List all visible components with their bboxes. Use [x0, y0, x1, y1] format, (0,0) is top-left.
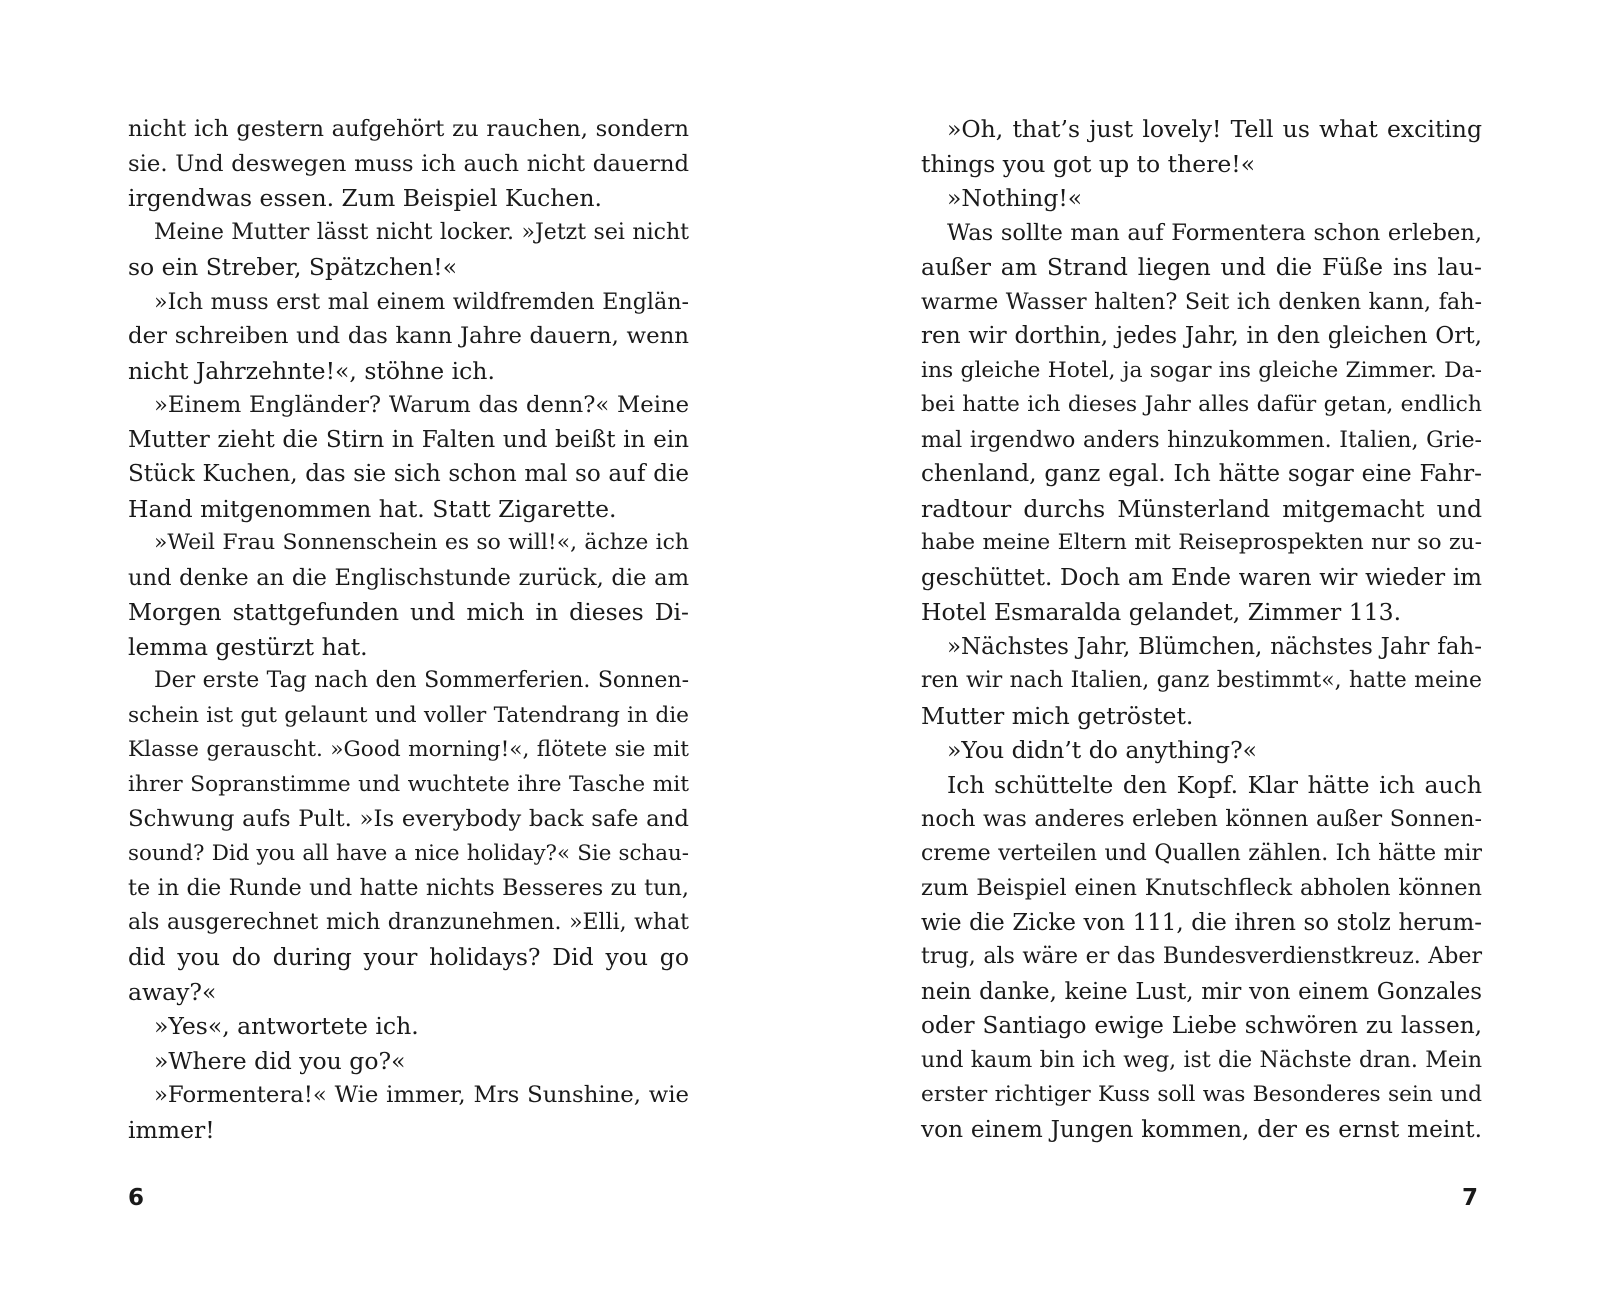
text-line: Klasse gerauscht. »Good morning!«, flötete sie mit: [128, 737, 689, 762]
text-line: »Oh, that’s just lovely! Tell us what exciting: [947, 115, 1482, 143]
right-page-text: [921, 112, 1482, 1147]
text-line: away?«: [128, 977, 217, 1006]
text-line: als ausgerechnet mich dranzunehmen. »Elli, what: [128, 909, 689, 935]
text-line: noch was anderes erleben können außer Sonnen-: [921, 806, 1482, 832]
text-line: »Einem Engländer? Warum das denn?« Meine: [154, 392, 689, 418]
left-page-text: [128, 112, 689, 1147]
text-line: irgendwas essen. Zum Beispiel Kuchen.: [128, 184, 602, 212]
text-line: ren wir dorthin, jedes Jahr, in den gleichen Ort,: [921, 323, 1482, 349]
text-line: zum Beispiel einen Knutschfleck abholen können: [921, 875, 1482, 901]
text-line: »Where did you go?«: [154, 1046, 406, 1075]
text-line: Was sollte man auf Formentera schon erleben,: [947, 219, 1482, 246]
text-line: Hotel Esmaralda gelandet, Zimmer 113.: [921, 598, 1402, 626]
text-line: creme verteilen und Quallen zählen. Ich hätte mir: [921, 840, 1482, 866]
text-line: ins gleiche Hotel, ja sogar ins gleiche Zimmer. Da-: [921, 357, 1482, 383]
text-line: sound? Did you all have a nice holiday?« Sie schau-: [128, 840, 689, 866]
text-line: Stück Kuchen, das sie sich schon mal so auf die: [128, 461, 689, 487]
text-line: Hand mitgenommen hat. Statt Zigarette.: [128, 494, 617, 523]
text-line: oder Santiago ewige Liebe schwören zu lassen,: [921, 1012, 1482, 1039]
text-line: »Nothing!«: [947, 184, 1083, 212]
text-line: erster richtiger Kuss soll was Besonderes sein und: [921, 1082, 1482, 1107]
text-line: nicht Jahrzehnte!«, stöhne ich.: [128, 356, 495, 385]
text-line: Morgen stattgefunden und mich in dieses Di-: [128, 598, 689, 626]
text-line: immer!: [128, 1115, 215, 1144]
text-line: did you do during your holidays? Did you go: [128, 943, 689, 971]
text-line: Meine Mutter lässt nicht locker. »Jetzt sei nicht: [154, 219, 689, 245]
page-number-right: 7: [1462, 1185, 1479, 1211]
text-line: lemma gestürzt hat.: [128, 632, 368, 661]
text-line: Ich schüttelte den Kopf. Klar hätte ich auch: [947, 770, 1482, 799]
text-line: von einem Jungen kommen, der es ernst meint.: [921, 1115, 1482, 1143]
text-line: ihrer Sopranstimme und wuchtete ihre Tasche mit: [128, 771, 689, 797]
text-line: bei hatte ich dieses Jahr alles dafür getan, endlich: [921, 392, 1482, 417]
text-line: und kaum bin ich weg, ist die Nächste dran. Mein: [921, 1047, 1482, 1073]
text-line: Schwung aufs Pult. »Is everybody back safe and: [128, 806, 689, 832]
text-line: »Formentera!« Wie immer, Mrs Sunshine, wie: [154, 1082, 689, 1108]
text-line: te in die Runde und hatte nichts Besseres zu tun,: [128, 875, 689, 901]
text-line: »Weil Frau Sonnenschein es so will!«, ächze ich: [154, 530, 689, 555]
text-line: things you got up to there!«: [921, 149, 1256, 178]
text-line: außer am Strand liegen und die Füße ins lau-: [921, 253, 1482, 281]
text-line: »Ich muss erst mal einem wildfremden Englän-: [154, 288, 689, 315]
text-line: so ein Streber, Spätzchen!«: [128, 253, 458, 281]
text-line: »Yes«, antwortete ich.: [154, 1012, 419, 1040]
text-line: und denke an die Englischstunde zurück, die am: [128, 564, 689, 591]
text-line: »You didn’t do anything?«: [947, 736, 1258, 764]
text-line: geschüttet. Doch am Ende waren wir wieder im: [921, 564, 1482, 591]
text-line: der schreiben und das kann Jahre dauern, wenn: [128, 323, 689, 349]
text-line: wie die Zicke von 111, die ihren so stolz herum-: [921, 909, 1482, 936]
text-line: trug, als wäre er das Bundesverdienstkreuz. Aber: [921, 944, 1482, 969]
text-line: nicht ich gestern aufgehört zu rauchen, sondern: [128, 116, 689, 142]
page-number-left: 6: [128, 1185, 145, 1211]
text-line: ren wir nach Italien, ganz bestimmt«, hatte meine: [921, 668, 1482, 693]
text-line: habe meine Eltern mit Reiseprospekten nur so zu-: [921, 530, 1482, 555]
text-line: warme Wasser halten? Seit ich denken kann, fah-: [921, 288, 1482, 315]
text-line: »Nächstes Jahr, Blümchen, nächstes Jahr fah-: [947, 633, 1482, 660]
text-line: Mutter mich getröstet.: [921, 701, 1194, 730]
text-line: mal irgendwo anders hinzukommen. Italien, Grie-: [921, 426, 1482, 453]
text-line: schein ist gut gelaunt und voller Tatendrang in die: [128, 702, 689, 728]
text-line: sie. Und deswegen muss ich auch nicht dauernd: [128, 150, 689, 177]
text-line: chenland, ganz egal. Ich hätte sogar eine Fahr-: [921, 460, 1482, 487]
text-line: radtour durchs Münsterland mitgemacht und: [921, 494, 1482, 523]
text-line: Der erste Tag nach den Sommerferien. Sonnen-: [154, 668, 689, 693]
text-line: nein danke, keine Lust, mir von einem Gonzales: [921, 978, 1482, 1005]
text-line: Mutter zieht die Stirn in Falten und beißt in ein: [128, 426, 689, 453]
